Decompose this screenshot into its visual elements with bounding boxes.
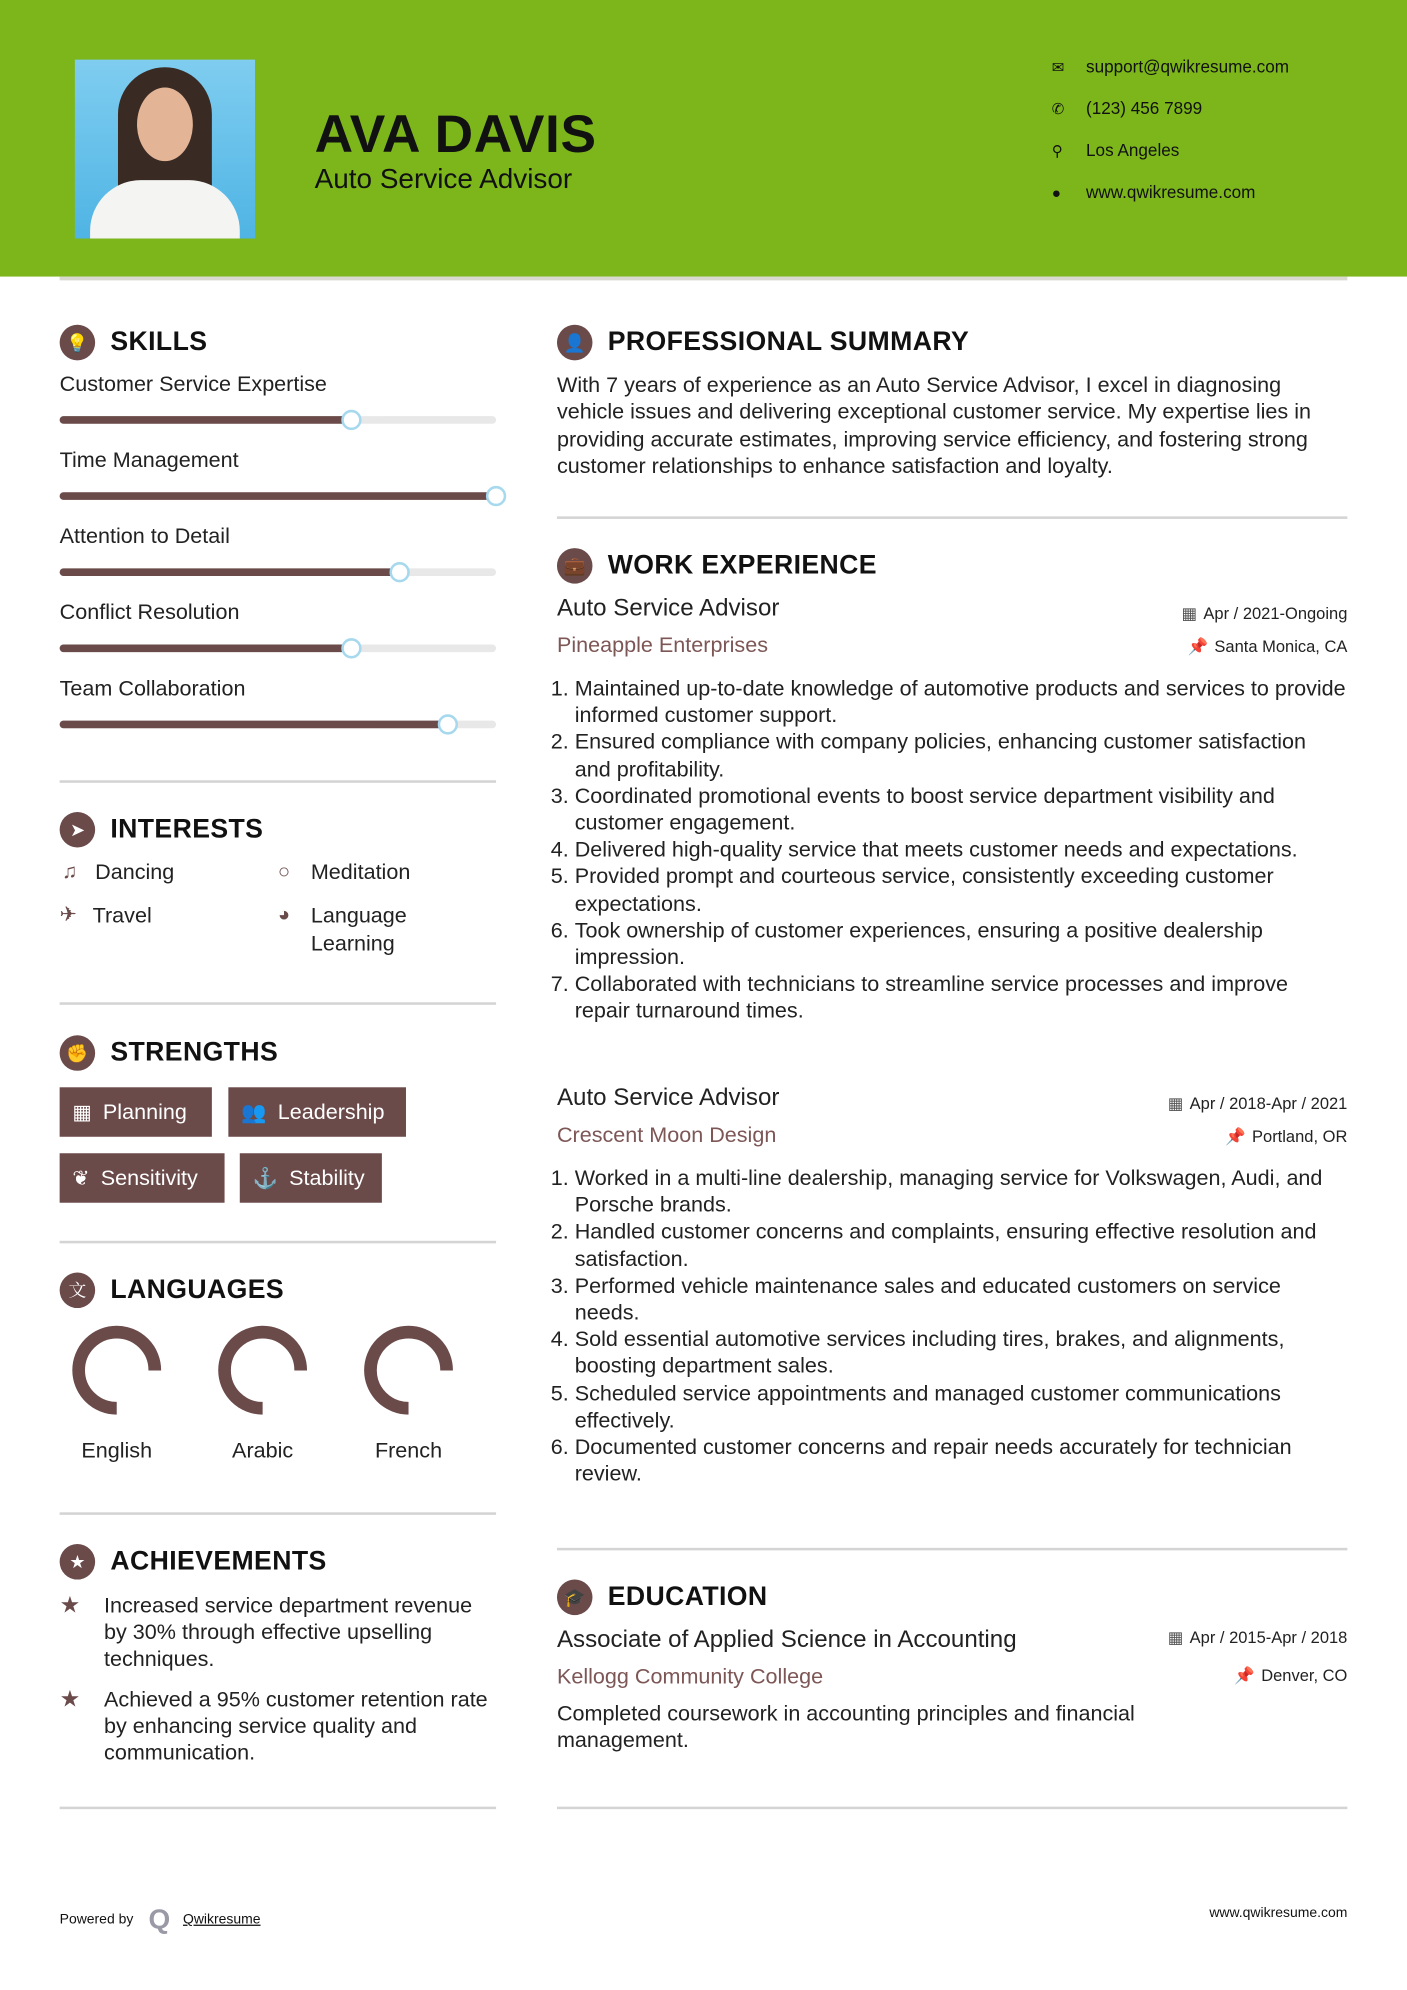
duty-item: 6. Took ownership of customer experiences, ensuring a positive dealership impression.: [575, 917, 1348, 971]
calendar-icon: ▦: [72, 1101, 92, 1124]
job-dates: [1168, 1094, 1348, 1114]
achievement-item: [60, 1686, 498, 1766]
skill-label: Customer Service Expertise: [59, 371, 327, 396]
calendar-icon: ▦: [1167, 1093, 1184, 1113]
globe-icon: ●: [1051, 183, 1061, 202]
duty-item: 4. Delivered high-quality service that meets customer needs and expectations.: [575, 836, 1348, 863]
section-heading: WORK EXPERIENCE: [607, 550, 877, 580]
duties-list: [557, 1165, 1347, 1488]
website-text: www.qwikresume.com: [1086, 182, 1256, 202]
user-icon: 👤: [557, 325, 593, 361]
skill-level-fill: [60, 568, 400, 576]
fist-icon: ✊: [60, 1035, 96, 1071]
divider: [60, 1002, 496, 1005]
job-title: Auto Service Advisor: [556, 1084, 780, 1112]
strengths-section: [60, 1034, 496, 1190]
leaf-icon: ❦: [72, 1167, 90, 1190]
divider: [60, 1512, 496, 1515]
summary-text: With 7 years of experience as an Auto Service Advisor, I excel in diagnosing vehicle issues and delivering exceptional customer service. My expertise lies in providing accurate estimates, improving service efficiency, and fostering strong customer relationships to enhance satisfaction and loyalty.: [556, 373, 1311, 479]
header-divider: [60, 277, 1348, 281]
language-level-ring: [363, 1325, 454, 1416]
duty-item: 4. Sold essential automotive services including tires, brakes, and alignments, boosting department sales.: [575, 1326, 1348, 1380]
calendar-icon: ▦: [1181, 603, 1198, 623]
badge-label: Sensitivity: [100, 1165, 198, 1190]
interest-label: Language Learning: [310, 903, 407, 956]
location-text: Portland, OR: [1252, 1126, 1348, 1146]
calendar-icon: ▦: [1167, 1627, 1184, 1647]
section-heading: PROFESSIONAL SUMMARY: [607, 327, 970, 357]
badge-label: Stability: [289, 1165, 365, 1190]
skill-level-bar: [60, 416, 496, 424]
strength-badge: [60, 1153, 225, 1202]
skill-level-bar: [60, 721, 496, 729]
company-name: Pineapple Enterprises: [556, 633, 768, 658]
globe-icon: ◕: [277, 904, 291, 927]
duty-item: 3. Performed vehicle maintenance sales and educated customers on service needs.: [575, 1272, 1348, 1326]
skill-level-fill: [60, 721, 448, 729]
briefcase-icon: 💼: [557, 548, 593, 584]
degree-title: Associate of Applied Science in Accounting: [556, 1626, 1017, 1654]
envelope-icon: ✉: [1051, 57, 1065, 76]
skill-level-knob: [342, 410, 362, 430]
graduate-icon: 🎓: [557, 1580, 593, 1616]
language-level-ring: [71, 1325, 162, 1416]
education-location: [1234, 1666, 1347, 1686]
duties-list: [557, 675, 1347, 1025]
languages-section: [60, 1271, 496, 1463]
duty-item: 7. Collaborated with technicians to streamline service processes and improve repair turnaround times.: [575, 971, 1348, 1025]
duty-item: 6. Documented customer concerns and repair needs accurately for technician review.: [575, 1434, 1348, 1488]
achievements-section: [59, 1543, 496, 1765]
skill-label: Conflict Resolution: [59, 600, 240, 625]
language-level-arc: [79, 1332, 155, 1408]
dates-text: Apr / 2021-Ongoing: [1203, 603, 1348, 623]
language-item: [60, 1325, 174, 1465]
star-badge-icon: ★: [60, 1544, 96, 1580]
footer-website[interactable]: www.qwikresume.com: [1209, 1905, 1348, 1921]
location-text: Santa Monica, CA: [1214, 636, 1348, 656]
skill-label: Time Management: [59, 447, 239, 472]
lightbulb-icon: 💡: [60, 325, 96, 361]
music-icon: ♫: [62, 861, 78, 884]
email-text: support@qwikresume.com: [1086, 57, 1290, 77]
duty-item: 2. Ensured compliance with company policies, enhancing customer satisfaction and profitability.: [575, 729, 1348, 783]
strength-badge: [228, 1087, 406, 1136]
skill-label: Team Collaboration: [59, 676, 246, 701]
candidate-name: AVA DAVIS: [314, 104, 597, 164]
skill-label: Attention to Detail: [59, 523, 230, 549]
pin-icon: 📌: [1234, 1665, 1255, 1685]
phone-text: (123) 456 7899: [1086, 98, 1203, 118]
skill-level-bar: [60, 492, 496, 500]
divider: [557, 1807, 1347, 1810]
duty-item: 3. Coordinated promotional events to boost service department visibility and customer engagement.: [575, 783, 1348, 837]
contact-phone[interactable]: [1052, 99, 1202, 118]
interests-section: [59, 811, 496, 956]
job-location: [1188, 637, 1348, 657]
section-heading: SKILLS: [110, 327, 208, 357]
education-dates: [1168, 1628, 1348, 1648]
location-text: Los Angeles: [1086, 140, 1180, 160]
duty-item: 1. Worked in a multi-line dealership, managing service for Volkswagen, Audi, and Porsche brands.: [575, 1165, 1348, 1219]
badge-label: Planning: [102, 1099, 187, 1124]
language-item: [351, 1325, 465, 1465]
section-heading: EDUCATION: [607, 1582, 768, 1612]
dates-text: Apr / 2018-Apr / 2021: [1189, 1093, 1348, 1113]
job-dates: [1181, 604, 1347, 624]
interest-item: [62, 859, 174, 887]
language-item: [206, 1325, 320, 1465]
experience-section: [557, 547, 1347, 1537]
contact-location: [1052, 141, 1180, 160]
duty-item: 5. Scheduled service appointments and managed customer communications effectively.: [575, 1380, 1348, 1434]
phone-icon: ✆: [1051, 99, 1065, 118]
divider: [60, 1807, 496, 1810]
interest-label: Dancing: [95, 860, 175, 885]
language-level-arc: [370, 1332, 446, 1408]
language-label: French: [374, 1438, 443, 1463]
achievement-text: Achieved a 95% customer retention rate by enhancing service quality and communication.: [104, 1687, 488, 1765]
language-level-ring: [217, 1325, 308, 1416]
interest-item: [278, 902, 456, 958]
star-icon: ★: [59, 1686, 81, 1712]
dates-text: Apr / 2015-Apr / 2018: [1189, 1627, 1348, 1647]
language-label: English: [81, 1438, 153, 1463]
skill-level-knob: [342, 638, 362, 658]
skill-level-knob: [390, 562, 410, 582]
interest-item: [278, 859, 411, 887]
divider: [557, 516, 1347, 519]
interest-label: Travel: [92, 903, 152, 928]
section-heading: INTERESTS: [110, 814, 264, 844]
footer-powered-by: [60, 1903, 261, 1936]
achievement-item: [60, 1592, 485, 1672]
skill-level-bar: [60, 568, 496, 576]
section-heading: LANGUAGES: [110, 1275, 285, 1305]
contact-website[interactable]: [1052, 183, 1256, 202]
divider: [60, 1241, 496, 1244]
company-name: Crescent Moon Design: [556, 1122, 777, 1147]
paper-plane-icon: ➤: [60, 812, 96, 848]
powered-by-text: Powered by: [59, 1911, 134, 1928]
section-heading: STRENGTHS: [110, 1037, 279, 1067]
candidate-title: Auto Service Advisor: [314, 162, 573, 195]
strength-badge: [60, 1087, 212, 1136]
badge-label: Leadership: [277, 1099, 385, 1124]
job-location: [1225, 1127, 1347, 1147]
achievement-text: Increased service department revenue by 30% through effective upselling techniques.: [104, 1593, 473, 1671]
interest-item: [60, 902, 152, 930]
skill-level-bar: [60, 645, 496, 653]
divider: [60, 780, 496, 783]
skills-section: [59, 324, 496, 701]
qwikresume-link[interactable]: Qwikresume: [182, 1911, 261, 1928]
map-pin-icon: ⚲: [1051, 141, 1063, 160]
anchor-icon: ⚓: [252, 1167, 278, 1190]
star-icon: ★: [59, 1592, 81, 1618]
interest-label: Meditation: [310, 860, 411, 885]
strength-badge: [240, 1153, 382, 1202]
header-banner: [0, 0, 1407, 277]
skill-level-fill: [60, 645, 352, 653]
translate-icon: 文: [60, 1273, 96, 1309]
circle-icon: ○: [277, 861, 291, 884]
qwikresume-logo-icon: Q: [148, 1903, 171, 1935]
education-description: Completed coursework in accounting principles and financial management.: [556, 1701, 1135, 1753]
education-section: [557, 1578, 1347, 1768]
language-label: Arabic: [232, 1438, 294, 1463]
skill-level-fill: [60, 416, 352, 424]
language-level-arc: [225, 1332, 301, 1408]
plane-icon: ✈: [59, 904, 77, 927]
duty-item: 1. Maintained up-to-date knowledge of automotive products and services to provide informed customer support.: [575, 675, 1348, 729]
section-heading: ACHIEVEMENTS: [110, 1546, 327, 1576]
duty-item: 5. Provided prompt and courteous service, consistently exceeding customer expectations.: [575, 863, 1348, 917]
users-icon: 👥: [241, 1101, 267, 1124]
job-title: Auto Service Advisor: [556, 595, 780, 622]
pin-icon: 📌: [1187, 636, 1209, 656]
location-text: Denver, CO: [1261, 1665, 1348, 1685]
profile-photo: [75, 60, 255, 239]
school-name: Kellogg Community College: [556, 1664, 824, 1689]
skill-level-knob: [486, 486, 506, 506]
pin-icon: 📌: [1225, 1126, 1246, 1146]
skill-level-fill: [60, 492, 496, 500]
summary-section: [557, 324, 1347, 480]
skill-level-knob: [438, 714, 458, 734]
contact-email[interactable]: [1052, 57, 1289, 76]
divider: [557, 1548, 1347, 1551]
duty-item: 2. Handled customer concerns and complaints, ensuring effective resolution and satisfaction.: [575, 1218, 1348, 1272]
